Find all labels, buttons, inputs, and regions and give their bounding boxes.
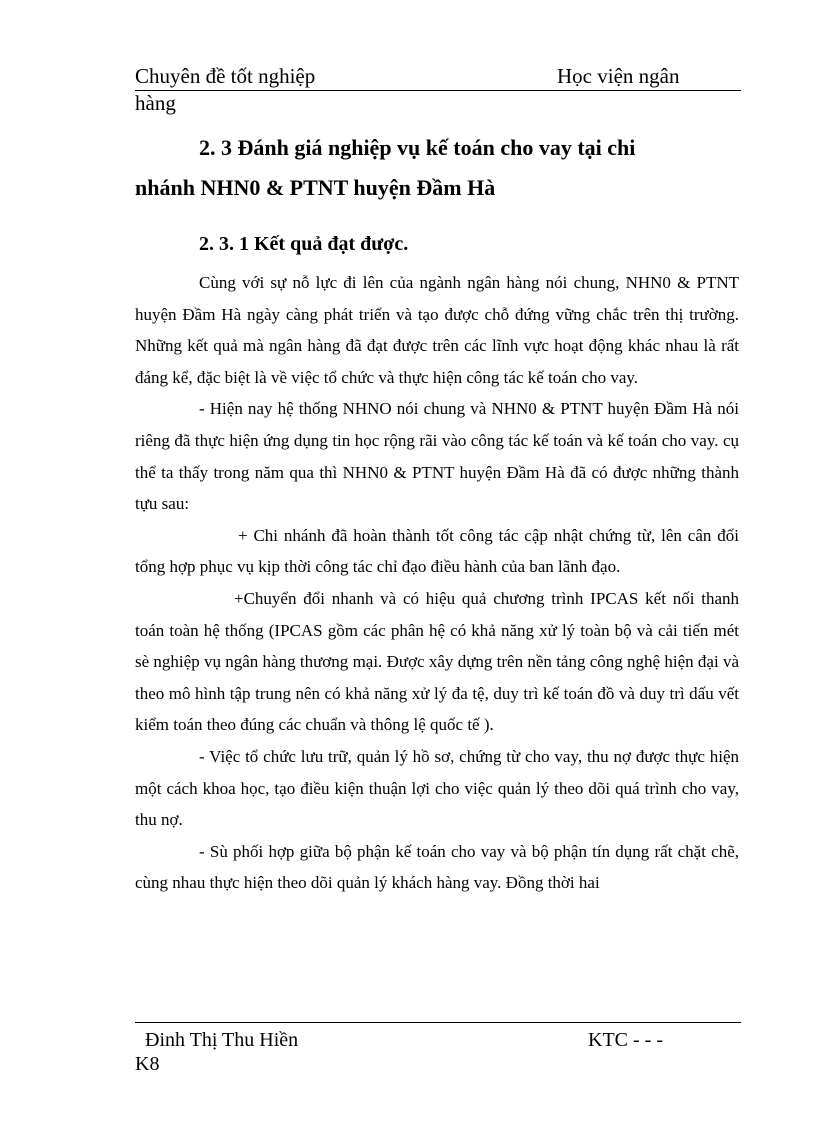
header-left-title: Chuyên đề tốt nghiệp xyxy=(135,64,316,88)
header-right-title: Học viện ngân xyxy=(557,64,680,88)
paragraph: - Hiện nay hệ thống NHNO nói chung và NHN0 & PTNT huyện Đầm Hà nói riêng đã thực hiện ứng dụng tin học rộng rãi vào công tác kế toán và kế toán cho vay. cụ thể ta thấy trong năm qua thì NHN0 & PTNT huyện Đầm Hà đã có được những thành tựu sau: xyxy=(135,399,739,514)
page-header xyxy=(135,62,741,91)
footer-class: KTC - - - xyxy=(588,1029,663,1051)
document-body xyxy=(135,267,739,899)
paragraph: - Việc tổ chức lưu trữ, quản lý hồ sơ, chứng từ cho vay, thu nợ được thực hiện một cách khoa học, tạo điều kiện thuận lợi cho việc quản lý theo dõi quá trình cho vay, thu nợ. xyxy=(135,746,739,830)
paragraph: +Chuyển đổi nhanh và có hiệu quả chương trình IPCAS kết nối thanh toán toàn hệ thống (IPCAS gồm các phân hệ có khả năng xử lý toàn bộ và cải tiến mét sè nghiệp vụ ngân hàng thương mại. Được xây dựng trên nền tảng công nghệ hiện đại và theo mô hình tập trung nên có khả năng xử lý đa tệ, duy trì kế toán đồ và duy trì dấu vết kiểm toán theo đúng các chuẩn và thông lệ quốc tế ). xyxy=(135,588,739,735)
subsection-title: 2. 3. 1 Kết quả đạt được. xyxy=(199,233,409,255)
footer-wrap-text: K8 xyxy=(135,1053,160,1075)
paragraph: - Sù phối hợp giữa bộ phận kế toán cho vay và bộ phận tín dụng rất chặt chẽ, cùng nhau thực hiện theo dõi quản lý khách hàng vay. Đồng thời hai xyxy=(135,841,739,893)
header-wrap-text: hàng xyxy=(135,91,176,115)
section-title-line-2: nhánh NHN0 & PTNT huyện Đầm Hà xyxy=(135,175,496,200)
footer-author: Đinh Thị Thu Hiền xyxy=(145,1029,299,1051)
paragraph: + Chi nhánh đã hoàn thành tốt công tác cập nhật chứng từ, lên cân đối tổng hợp phục vụ kịp thời công tác chỉ đạo điều hành của ban lãnh đạo. xyxy=(135,525,739,577)
section-title-line-1: 2. 3 Đánh giá nghiệp vụ kế toán cho vay tại chi xyxy=(199,135,636,160)
paragraph: Cùng với sự nỗ lực đi lên của ngành ngân hàng nói chung, NHN0 & PTNT huyện Đầm Hà ngày càng phát triển và tạo được chỗ đứng vững chắc trên thị trường. Những kết quả mà ngân hàng đã đạt được trên các lĩnh vực hoạt động khác nhau là rất đáng kể, đặc biệt là về việc tổ chức và thực hiện công tác kế toán cho vay. xyxy=(135,273,739,387)
page-footer xyxy=(135,1022,741,1051)
section-title xyxy=(135,128,741,208)
